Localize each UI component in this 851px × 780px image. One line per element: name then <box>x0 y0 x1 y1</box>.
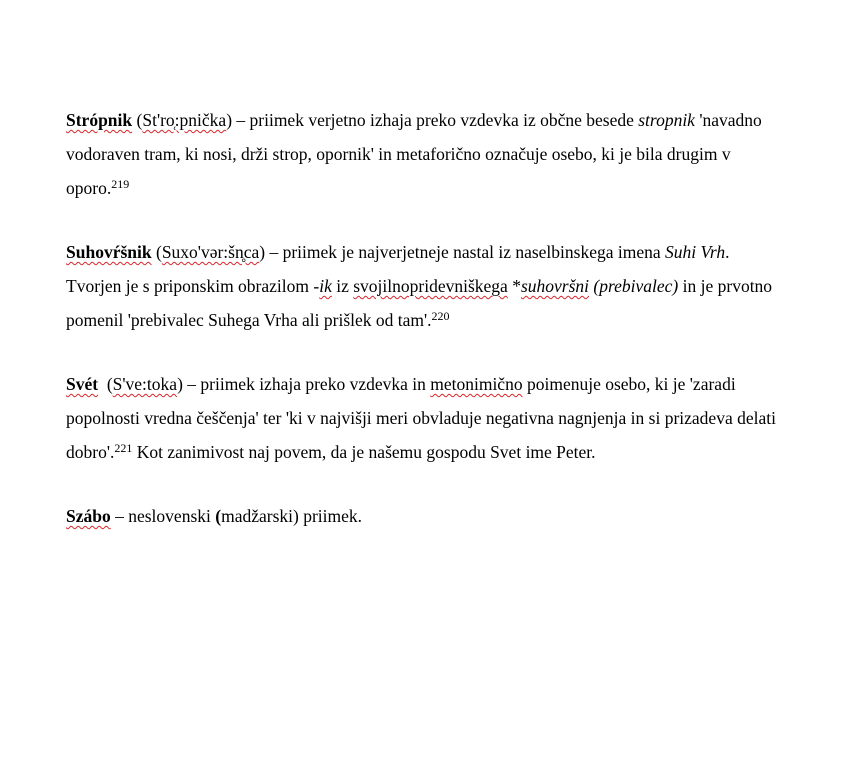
pronunciation: St'ro̜:pnička <box>142 110 227 130</box>
pron-open: ( <box>98 374 113 394</box>
entry-stropnik <box>66 103 786 205</box>
paren-open: ( <box>215 506 222 526</box>
entry-text: . Tvorjen je s priponskim obrazilom - <box>66 242 730 296</box>
headword: Strópnik <box>66 110 133 130</box>
entry-text: iz <box>331 276 354 296</box>
entry-text: in je prvotno pomenil 'prebivalec Suhega Vrha ali prišlek od tam'. <box>66 276 773 330</box>
entry-text: 'navadno vodoraven tram, ki nosi, drži strop, opornik' in metaforično označuje osebo, ki je bila drugim v oporo. <box>66 110 762 198</box>
pronunciation: S've:toka <box>112 374 178 394</box>
pron-open: ( <box>136 110 143 130</box>
entry-szabo <box>66 499 786 533</box>
headword: Svét <box>66 374 99 394</box>
entry-svet <box>66 367 786 469</box>
reconstructed-form: suhovršni <box>520 276 589 296</box>
headword: Szábo <box>66 506 111 526</box>
place-name: Suhi Vrh <box>665 242 726 262</box>
entry-suhovrsnik <box>66 235 786 337</box>
pron-close: ) <box>226 110 233 130</box>
pron-close: ) <box>177 374 183 394</box>
entry-text: – priimek verjetno izhaja preko vzdevka iz občne besede <box>232 110 639 130</box>
pron-close: ) <box>259 242 266 262</box>
entry-text: – priimek izhaja preko vzdevka in <box>182 374 431 394</box>
entry-text: poimenuje osebo, ki je 'zaradi popolnosti vredna češčenja' ter 'ki v najvišji meri obvladuje negativna nagnjenja in si prizadeva delati dobro'. <box>66 374 776 462</box>
document-page <box>66 103 786 533</box>
entry-text: * <box>507 276 521 296</box>
entry-text: madžarski) priimek. <box>221 506 363 526</box>
entry-text: – priimek je najverjetneje nastal iz naselbinskega imena <box>265 242 666 262</box>
footnote-ref[interactable]: 219 <box>111 177 130 191</box>
entry-text: Kot zanimivost naj povem, da je našemu gospodu Svet ime Peter. <box>132 442 596 462</box>
pron-open: ( <box>155 242 162 262</box>
metonymic-word: metonimično <box>430 374 523 394</box>
adjective-word: svojilnopridevniškega <box>353 276 508 296</box>
gloss: (prebivalec) <box>589 276 679 296</box>
headword: Suhovŕšnik <box>66 242 152 262</box>
footnote-ref[interactable]: 220 <box>431 309 450 323</box>
footnote-ref[interactable]: 221 <box>114 441 133 455</box>
italic-word: stropnik <box>638 110 695 130</box>
suffix: ik <box>319 276 332 296</box>
entry-text: – neslovenski <box>110 506 216 526</box>
pronunciation: Suxo'vər:šn̥ca <box>161 242 260 262</box>
